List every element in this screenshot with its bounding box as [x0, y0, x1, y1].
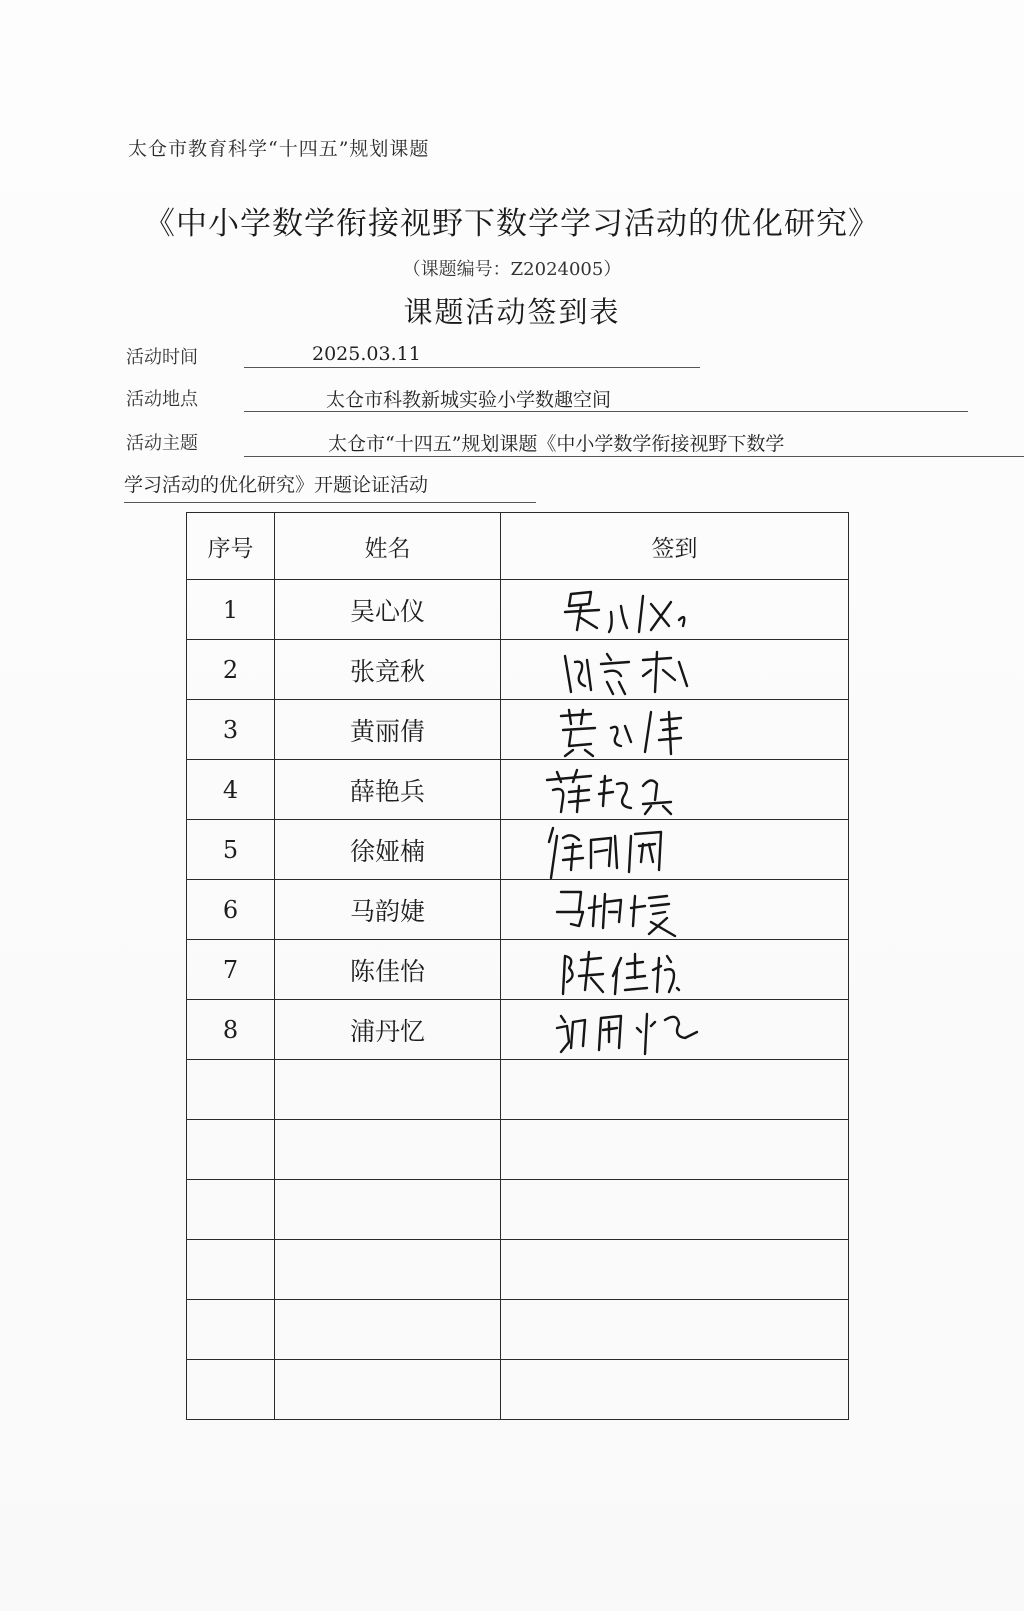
row-seq: 7 — [187, 940, 275, 1000]
row-name — [275, 1240, 501, 1300]
row-seq: 8 — [187, 1000, 275, 1060]
activity-topic-underline-1 — [244, 456, 1024, 457]
table-row — [187, 1060, 849, 1120]
program-line: 太仓市教育科学“十四五”规划课题 — [128, 138, 430, 160]
row-signature — [501, 1060, 849, 1120]
sign-in-table — [186, 512, 849, 1420]
row-name: 陈佳怡 — [275, 940, 501, 1000]
column-header-name: 姓名 — [275, 513, 501, 580]
table-header-row — [187, 513, 849, 580]
handwritten-signature — [551, 882, 731, 938]
row-name — [275, 1060, 501, 1120]
row-name: 徐娅楠 — [275, 820, 501, 880]
row-signature — [501, 1120, 849, 1180]
handwritten-signature — [551, 762, 731, 818]
row-signature — [501, 880, 849, 940]
table-row — [187, 1180, 849, 1240]
row-seq: 1 — [187, 580, 275, 640]
row-signature — [501, 1300, 849, 1360]
row-signature — [501, 760, 849, 820]
project-code: （课题编号：Z2024005） — [402, 259, 622, 280]
row-signature — [501, 1240, 849, 1300]
activity-topic-underline-2 — [124, 502, 536, 503]
row-name — [275, 1300, 501, 1360]
row-name: 张竞秋 — [275, 640, 501, 700]
row-seq — [187, 1180, 275, 1240]
row-seq — [187, 1240, 275, 1300]
table-row — [187, 1360, 849, 1420]
row-name: 薛艳兵 — [275, 760, 501, 820]
row-signature — [501, 580, 849, 640]
row-signature — [501, 1000, 849, 1060]
activity-time-label: 活动时间 — [126, 347, 198, 368]
activity-place-underline — [244, 411, 968, 412]
row-seq — [187, 1060, 275, 1120]
handwritten-signature — [551, 1002, 731, 1058]
row-signature — [501, 640, 849, 700]
row-signature — [501, 940, 849, 1000]
table-row — [187, 1240, 849, 1300]
handwritten-signature — [551, 942, 731, 998]
column-header-seq: 序号 — [187, 513, 275, 580]
row-seq: 6 — [187, 880, 275, 940]
table-row — [187, 1120, 849, 1180]
row-seq: 5 — [187, 820, 275, 880]
handwritten-signature — [551, 642, 731, 698]
row-seq: 2 — [187, 640, 275, 700]
table-row — [187, 700, 849, 760]
activity-place-label: 活动地点 — [126, 389, 198, 410]
handwritten-signature — [551, 582, 731, 638]
row-name — [275, 1360, 501, 1420]
row-signature — [501, 1180, 849, 1240]
table-row — [187, 880, 849, 940]
row-signature — [501, 820, 849, 880]
activity-place-value: 太仓市科教新城实验小学数趣空间 — [326, 389, 612, 411]
table-row — [187, 580, 849, 640]
activity-time-value: 2025.03.11 — [312, 343, 421, 365]
row-seq: 3 — [187, 700, 275, 760]
activity-topic-value-line1: 太仓市“十四五”规划课题《中小学数学衔接视野下数学 — [328, 433, 785, 455]
column-header-signature: 签到 — [501, 513, 849, 580]
project-title: 《中小学数学衔接视野下数学学习活动的优化研究》 — [144, 206, 880, 242]
table-row — [187, 760, 849, 820]
table-row — [187, 1000, 849, 1060]
row-name: 吴心仪 — [275, 580, 501, 640]
table-row — [187, 940, 849, 1000]
row-signature — [501, 1360, 849, 1420]
row-name: 浦丹忆 — [275, 1000, 501, 1060]
row-seq: 4 — [187, 760, 275, 820]
row-name: 黄丽倩 — [275, 700, 501, 760]
row-seq — [187, 1360, 275, 1420]
row-signature — [501, 700, 849, 760]
table-row — [187, 820, 849, 880]
row-name — [275, 1180, 501, 1240]
row-name: 马韵婕 — [275, 880, 501, 940]
activity-time-underline — [244, 367, 700, 368]
table-row — [187, 640, 849, 700]
activity-topic-label: 活动主题 — [126, 433, 198, 454]
row-name — [275, 1120, 501, 1180]
handwritten-signature — [551, 702, 731, 758]
handwritten-signature — [551, 822, 731, 878]
table-row — [187, 1300, 849, 1360]
activity-topic-value-line2: 学习活动的优化研究》开题论证活动 — [124, 474, 429, 496]
row-seq — [187, 1300, 275, 1360]
row-seq — [187, 1120, 275, 1180]
document-title: 课题活动签到表 — [403, 295, 621, 329]
